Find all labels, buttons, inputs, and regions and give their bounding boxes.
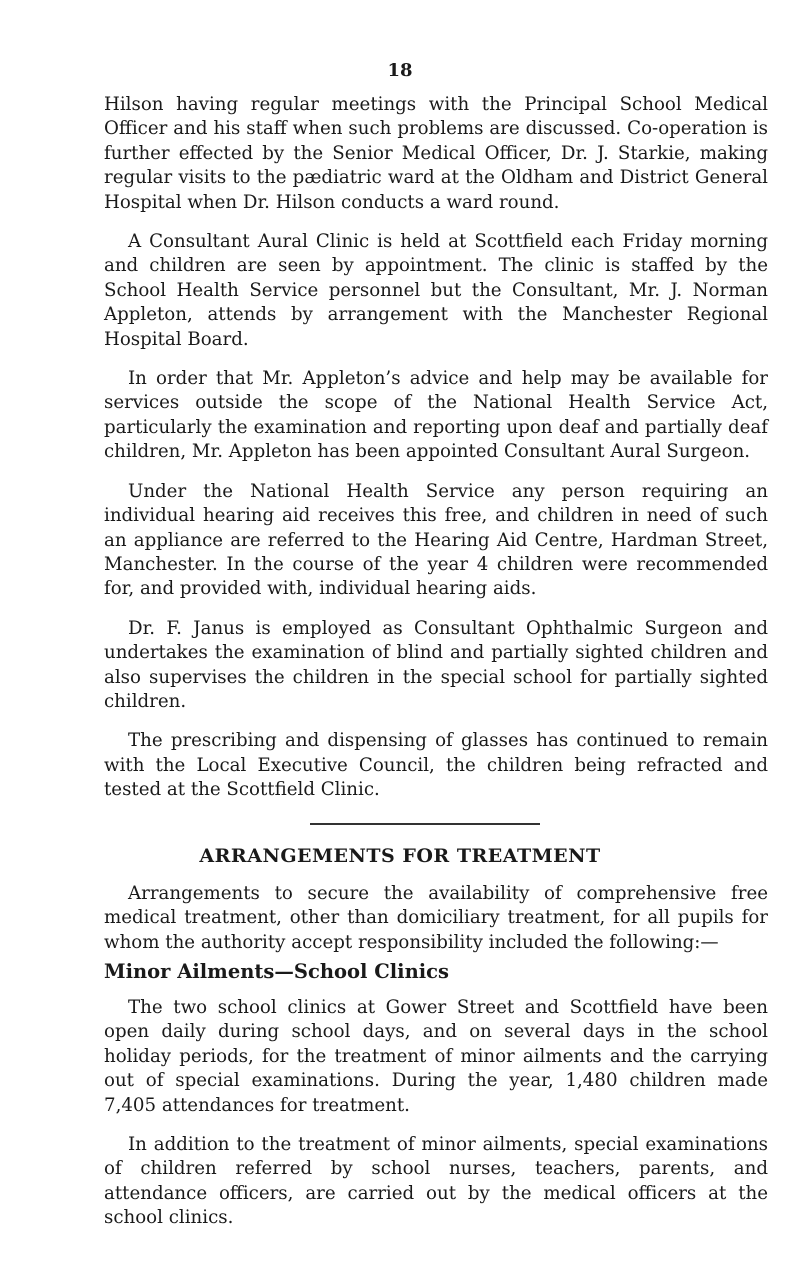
body-text [104,93,768,818]
paragraph: Under the National Health Service any person requiring an individual hearing aid receives this free, and children in need of such an appliance are referred to the Hearing Aid Centre, Hardman Street, Manchester. In the course of the year 4 children were recommended for, and provided with, individual hearing aids. [104,480,768,600]
paragraph: In addition to the treatment of minor ailments, special examinations of children referred by school nurses, teachers, parents, and attendance officers, are carried out by the medical officers at the school clinics. [104,1134,768,1229]
section-heading: ARRANGEMENTS FOR TREATMENT [199,845,601,867]
paragraph: A Consultant Aural Clinic is held at Scottfield each Friday morning and children are seen by appointment. The clinic is staffed by the School Health Service personnel but the Consultant, Mr. J. Norman Appleton, attends by arrangement with the Manchester Regional Hospital Board. [104,231,768,350]
sub-heading: Minor Ailments—School Clinics [104,960,450,983]
section-divider [310,823,540,825]
paragraph: Dr. F. Janus is employed as Consultant Ophthalmic Surgeon and undertakes the examination of blind and partially sighted children and also supervises the children in the special school for partially sighted children. [104,617,768,712]
paragraph: In order that Mr. Appleton’s advice and help may be available for services outside the scope of the National Health Service Act, particularly the examination and reporting upon deaf and partially deaf children, Mr. Appleton has been appointed Consultant Aural Surgeon. [104,368,768,463]
section-intro [104,882,768,955]
intro-paragraph: Arrangements to secure the availability of comprehensive free medical treatment, other than domiciliary treatment, for all pupils for whom the authority accept responsibility included the following:— [104,883,768,953]
paragraph: The two school clinics at Gower Street and Scottfield have been open daily during school days, and on several days in the school holiday periods, for the treatment of minor ailments and the carrying out of special examinations. During the year, 1,480 children made 7,405 attendances for treatment. [104,997,768,1116]
page-number: 18 [387,60,413,81]
section-body [104,996,768,1246]
paragraph: The prescribing and dispensing of glasses has continued to remain with the Local Executive Council, the children being refracted and tested at the Scottfield Clinic. [104,730,768,801]
paragraph: Hilson having regular meetings with the Principal School Medical Officer and his staff when such problems are discussed. Co-operation is further effected by the Senior Medical Officer, Dr. J. Starkie, making regular visits to the pædiatric ward at the Oldham and District General Hospital when Dr. Hilson conducts a ward round. [104,94,768,213]
